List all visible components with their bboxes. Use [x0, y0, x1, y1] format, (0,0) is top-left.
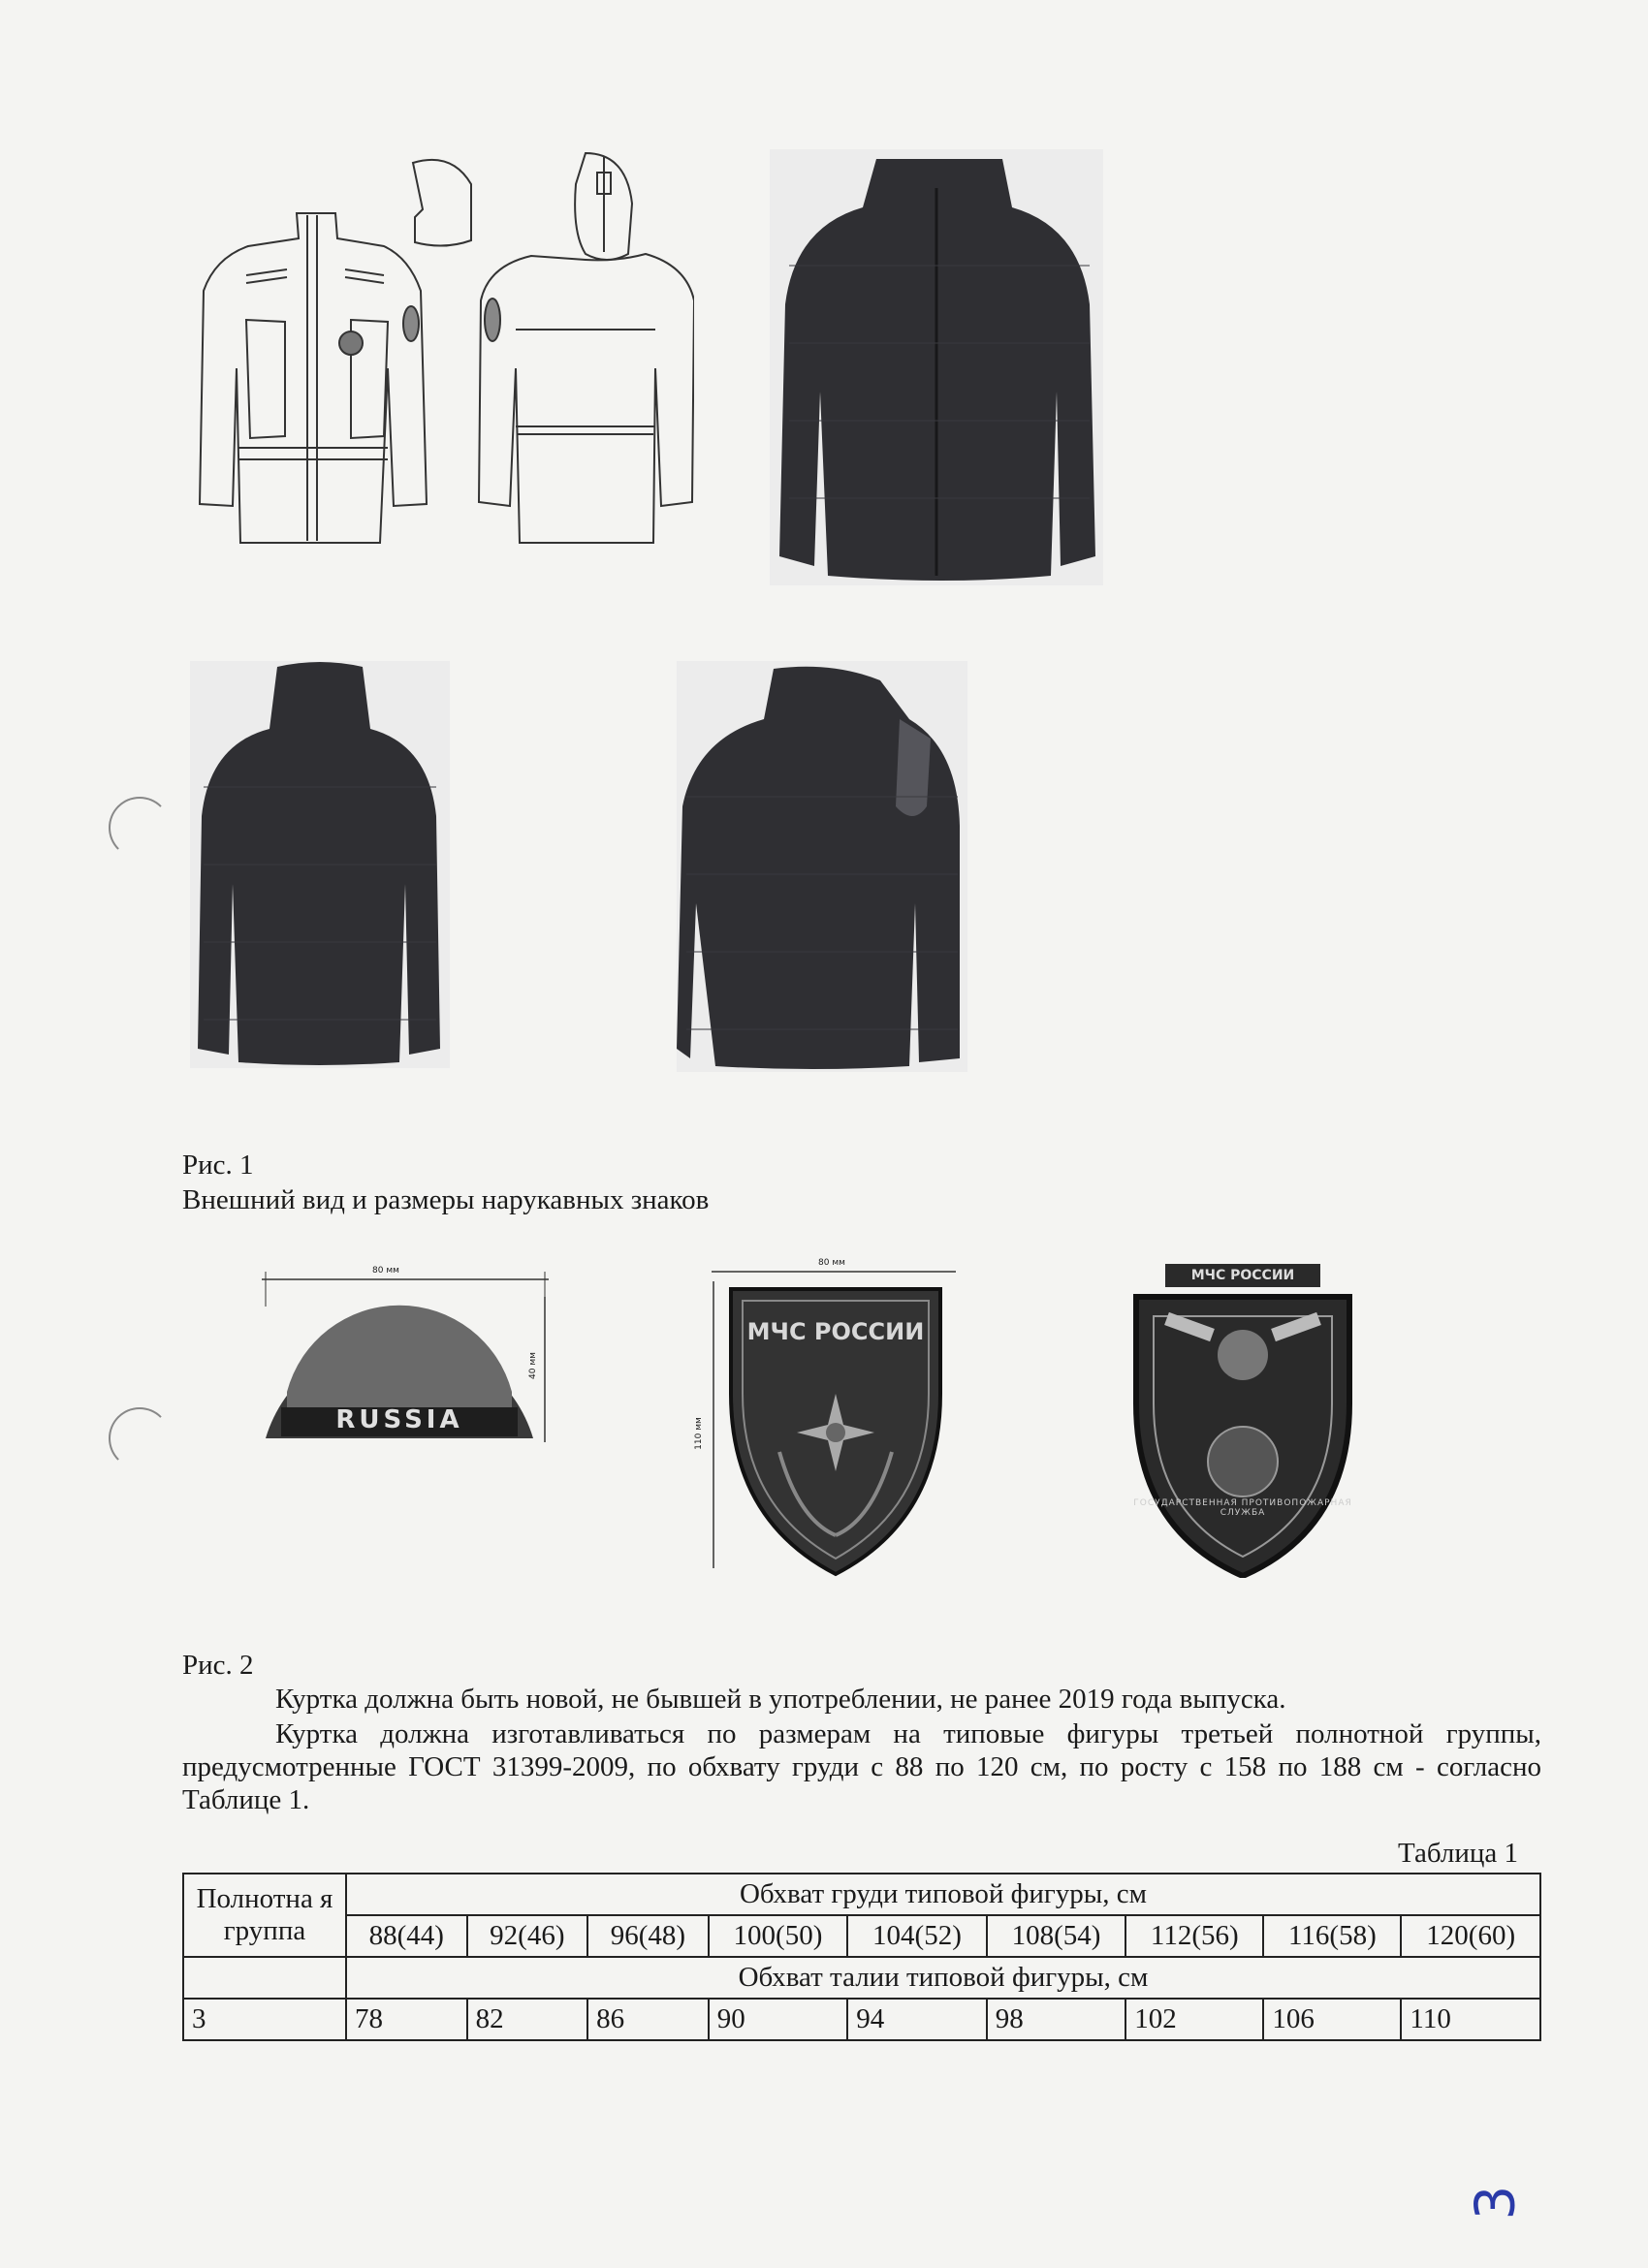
jacket-photo-back	[190, 661, 450, 1068]
patch-mchs-text: МЧС РОССИИ	[746, 1318, 925, 1345]
jacket-photo-front	[770, 149, 1103, 585]
table-row-header-waist	[183, 1957, 1540, 1999]
punch-hole-bottom	[109, 1407, 171, 1469]
patch-russia	[258, 1268, 549, 1442]
chest-size-cell: 92(46)	[467, 1915, 588, 1957]
group-header: Полнотна я группа	[183, 1874, 346, 1957]
table-caption: Таблица 1	[1397, 1838, 1518, 1869]
patch-russia-width-label: 80 мм	[372, 1266, 399, 1276]
chest-size-cell: 112(56)	[1125, 1915, 1263, 1957]
waist-cell: 78	[346, 1999, 467, 2040]
waist-header: Обхват талии типовой фигуры, см	[346, 1957, 1540, 1999]
chest-size-cell: 88(44)	[346, 1915, 467, 1957]
page-number: 3	[1464, 2185, 1528, 2221]
chest-size-cell: 120(60)	[1401, 1915, 1540, 1957]
chest-size-cell: 104(52)	[847, 1915, 987, 1957]
punch-hole-top	[109, 797, 171, 859]
jacket-photo-side	[677, 661, 967, 1072]
waist-cell: 86	[587, 1999, 709, 2040]
waist-cell: 90	[709, 1999, 848, 2040]
chest-size-cell: 100(50)	[709, 1915, 848, 1957]
waist-cell: 94	[847, 1999, 987, 2040]
figure-1-subtitle: Внешний вид и размеры нарукавных знаков	[182, 1184, 710, 1215]
table-row-header-chest	[183, 1874, 1540, 1915]
empty-cell	[183, 1957, 346, 1999]
patch-mchs-width-label: 80 мм	[818, 1258, 845, 1268]
waist-cell: 106	[1263, 1999, 1401, 2040]
paragraph-sizes: Куртка должна изготавливаться по размерам на типовые фигуры третьей полнотной группы, предусмотренные ГОСТ 31399-2009, по обхвату груди с 88 по 120 см, по росту с 158 по 188 см - согласно Таблице 1.	[182, 1718, 1541, 1815]
table-row-chest-sizes	[183, 1915, 1540, 1957]
chest-size-cell: 108(54)	[987, 1915, 1126, 1957]
patch-fire-service	[1126, 1258, 1359, 1578]
patch-mchs-height-label: 110 мм	[693, 1417, 704, 1450]
size-table	[182, 1873, 1541, 2041]
figure-2-label: Рис. 2	[182, 1650, 254, 1681]
patch-russia-height-label: 40 мм	[527, 1352, 538, 1379]
figure-1-label: Рис. 1	[182, 1150, 254, 1181]
patch-fire-top-text: МЧС РОССИИ	[1165, 1264, 1320, 1287]
patch-russia-text: RUSSIA	[335, 1405, 463, 1434]
group-value: 3	[183, 1999, 346, 2040]
patch-fire-side-text: ГОСУДАРСТВЕННАЯ ПРОТИВОПОЖАРНАЯ СЛУЖБА	[1133, 1498, 1352, 1518]
waist-cell: 102	[1125, 1999, 1263, 2040]
chest-size-cell: 96(48)	[587, 1915, 709, 1957]
jacket-technical-drawing	[190, 145, 694, 552]
patch-mchs	[692, 1258, 956, 1578]
paragraph-new-jacket: Куртка должна быть новой, не бывшей в употреблении, не ранее 2019 года выпуска.	[275, 1684, 1286, 1715]
chest-size-cell: 116(58)	[1263, 1915, 1401, 1957]
waist-cell: 110	[1401, 1999, 1540, 2040]
chest-header: Обхват груди типовой фигуры, см	[346, 1874, 1540, 1915]
waist-cell: 98	[987, 1999, 1126, 2040]
waist-cell: 82	[467, 1999, 588, 2040]
table-row	[183, 1999, 1540, 2040]
